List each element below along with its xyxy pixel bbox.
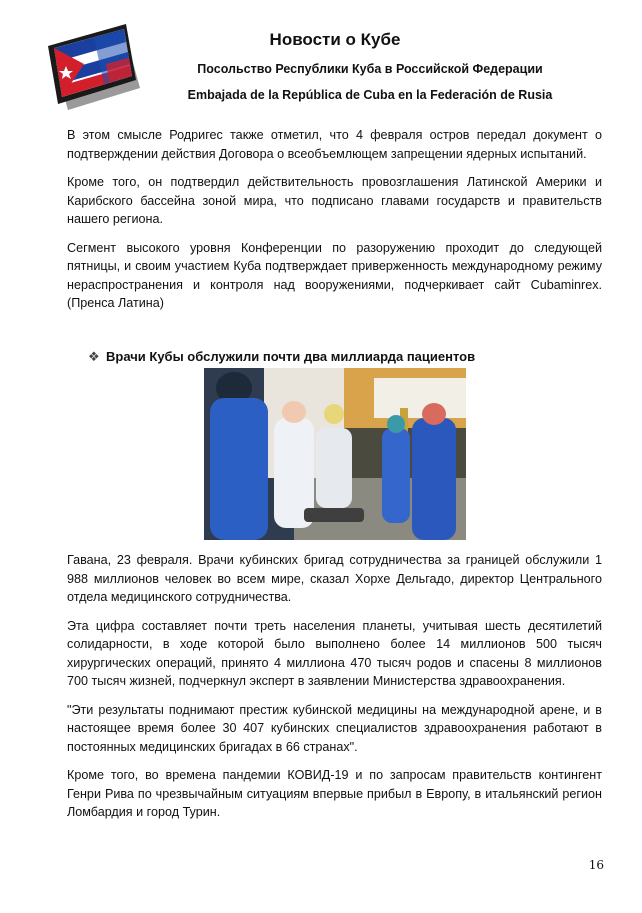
flag-logo [44, 24, 142, 112]
paragraph: Кроме того, он подтвердил действительность провозглашения Латинской Америки и Карибского бассейна зоной мира, что подписано главами государств и правительств нашего региона. [67, 175, 602, 226]
paragraph: Сегмент высокого уровня Конференции по разоружению проходит до следующей пятницы, и своим участием Куба подтверждает приверженность международному режиму нераспространения и контроля над вооружениями, подчеркивает сайт Cubaminrex. (Пренса Латина) [67, 240, 602, 310]
article-headline [88, 349, 475, 365]
intro-text [67, 126, 602, 323]
article-body [67, 551, 602, 832]
page-number: 16 [588, 858, 604, 872]
paragraph: В этом смысле Родригес также отметил, что 4 февраля остров передал документ о подтверждении действия Договора о всеобъемлющем запрещении ядерных испытаний. [67, 128, 602, 161]
article-photo [204, 368, 466, 540]
paragraph: Кроме того, во времена пандемии КОВИД-19 и по запросам правительств контингент Генри Рива по чрезвычайным ситуациям впервые прибыл в Европу, в итальянский регион Ломбардия и город Турин. [67, 768, 602, 819]
paragraph: "Эти результаты поднимают престиж кубинской медицины на международной арене, и в настоящее время более 30 407 кубинских специалистов здравоохранения работают в постоянных медицинских бригадах в 66 странах". [67, 702, 602, 754]
paragraph: Гавана, 23 февраля. Врачи кубинских бригад сотрудничества за границей обслужили 1 988 миллионов человек во всем мире, сказал Хорхе Дельгадо, директор Центрального отдела медицинского сотрудничества. [67, 553, 602, 604]
paragraph: Эта цифра составляет почти треть населения планеты, учитывая шесть десятилетий солидарности, в ходе которой было выполнено более 14 миллионов 500 тысяч хирургических операций, принято 4 миллиона 470 тысяч родов и спасены 8 миллионов 700 тысяч жизней, подчеркнул эксперт в заявлении Министерства здравоохранения. [67, 618, 602, 688]
embassy-name-ru: Посольство Республики Куба в Российской Федерации [197, 62, 543, 76]
embassy-name-es: Embajada de la República de Cuba en la Federación de Rusia [187, 88, 553, 102]
article-headline-text: Врачи Кубы обслужили почти два миллиарда пациентов [106, 349, 476, 364]
diamond-bullet-icon: ❖ [88, 349, 100, 364]
newsletter-title: Новости о Кубе [269, 30, 401, 49]
